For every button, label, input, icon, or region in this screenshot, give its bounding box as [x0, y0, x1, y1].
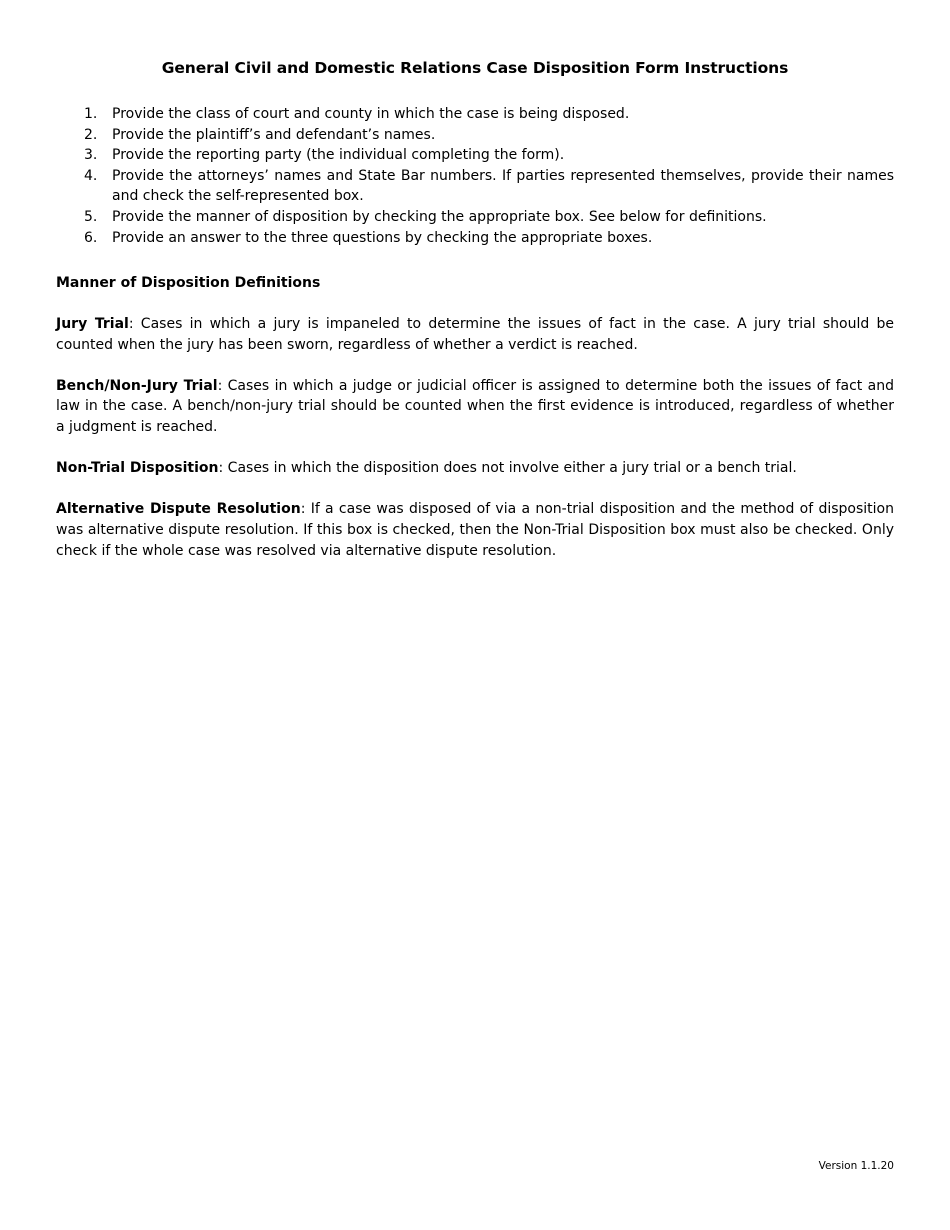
definition-separator: : [217, 377, 223, 394]
definition-non-trial [56, 458, 894, 479]
definition-text: Cases in which a judge or judicial officer is assigned to determine both the issues of fact and law in the case. A bench/non-jury trial should be counted when the first evidence is introduced, regardless of whether a judgment is reached. [56, 377, 894, 435]
definitions-heading: Manner of Disposition Definitions [56, 275, 321, 291]
instruction-text: Provide the class of court and county in which the case is being disposed. [112, 106, 630, 122]
instruction-text: Provide the plaintiff’s and defendant’s names. [112, 126, 436, 143]
instruction-item [56, 125, 894, 146]
instruction-item [56, 228, 894, 249]
instruction-number: 1. [84, 106, 98, 122]
definition-jury-trial [56, 314, 894, 355]
definition-bench-trial [56, 376, 894, 438]
instruction-number: 5. [84, 208, 98, 225]
document-title: General Civil and Domestic Relations Case Disposition Form Instructions [161, 59, 789, 77]
definition-term: Alternative Dispute Resolution [56, 501, 301, 518]
instruction-text: Provide the manner of disposition by checking the appropriate box. See below for definitions. [112, 208, 767, 225]
instruction-number: 3. [84, 147, 98, 164]
instruction-number: 6. [84, 229, 98, 246]
definition-term: Jury Trial [56, 316, 129, 332]
instruction-list [56, 104, 894, 248]
definitions-section [56, 314, 894, 582]
instruction-number: 4. [84, 167, 98, 184]
instruction-item [56, 104, 894, 125]
definition-term: Bench/Non-Jury Trial [56, 377, 218, 394]
instruction-item [56, 166, 894, 207]
definition-adr [56, 499, 894, 561]
definition-term: Non-Trial Disposition [56, 460, 219, 477]
instruction-number: 2. [84, 126, 98, 143]
definition-separator: : [128, 316, 134, 332]
instruction-text: Provide the attorneys’ names and State Bar numbers. If parties represented themselves, provide their names and check the self-represented box. [112, 167, 894, 205]
definition-separator: : [218, 460, 224, 477]
instruction-text: Provide the reporting party (the individual completing the form). [112, 147, 565, 164]
definition-text: Cases in which the disposition does not involve either a jury trial or a bench trial. [223, 460, 797, 477]
definition-text: If a case was disposed of via a non-trial disposition and the method of disposition was alternative dispute resolution. If this box is checked, then the Non-Trial Disposition box must also be checked. Only check if the whole case was resolved via alternative dispute resolution. [56, 501, 894, 559]
document-page [56, 0, 894, 1230]
instruction-text: Provide an answer to the three questions by checking the appropriate boxes. [112, 229, 653, 246]
definition-separator: : [300, 501, 306, 518]
instruction-item [56, 207, 894, 228]
definition-text: Cases in which a jury is impaneled to determine the issues of fact in the case. A jury trial should be counted when the jury has been sworn, regardless of whether a verdict is reached. [56, 316, 894, 353]
instruction-item [56, 145, 894, 166]
version-label: Version 1.1.20 [818, 1160, 894, 1172]
